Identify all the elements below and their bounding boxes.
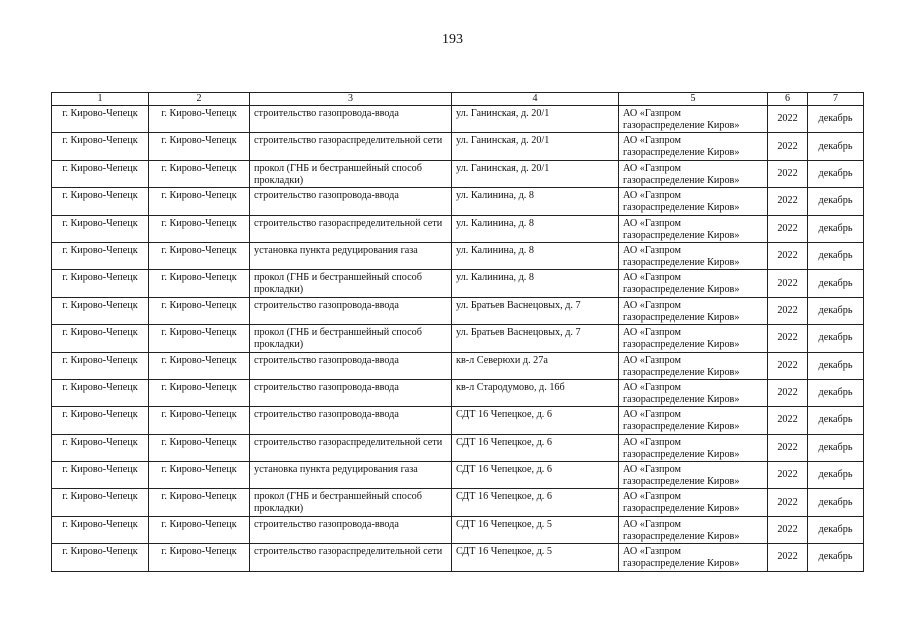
address-cell: СДТ 16 Чепецкое, д. 5 [452, 544, 619, 571]
settlement-cell: г. Кирово-Чепецк [149, 516, 250, 543]
municipality-cell: г. Кирово-Чепецк [52, 297, 149, 324]
settlement-cell: г. Кирово-Чепецк [149, 188, 250, 215]
work-type-cell: строительство газопровода-ввода [250, 379, 452, 406]
year-cell: 2022 [768, 544, 808, 571]
work-type-cell: строительство газопровода-ввода [250, 352, 452, 379]
work-type-cell: строительство газораспределительной сети [250, 544, 452, 571]
municipality-cell: г. Кирово-Чепецк [52, 215, 149, 242]
settlement-cell: г. Кирово-Чепецк [149, 379, 250, 406]
address-cell: СДТ 16 Чепецкое, д. 6 [452, 489, 619, 516]
year-cell: 2022 [768, 215, 808, 242]
work-type-cell: строительство газораспределительной сети [250, 215, 452, 242]
month-cell: декабрь [808, 544, 864, 571]
work-type-cell: прокол (ГНБ и бестраншейный способ прокладки) [250, 325, 452, 352]
organization-cell: АО «Газпром газораспределение Киров» [619, 242, 768, 269]
year-cell: 2022 [768, 188, 808, 215]
address-cell: ул. Калинина, д. 8 [452, 215, 619, 242]
month-cell: декабрь [808, 434, 864, 461]
address-cell: СДТ 16 Чепецкое, д. 5 [452, 516, 619, 543]
organization-cell: АО «Газпром газораспределение Киров» [619, 379, 768, 406]
municipality-cell: г. Кирово-Чепецк [52, 160, 149, 187]
work-type-cell: строительство газопровода-ввода [250, 106, 452, 133]
work-type-cell: строительство газопровода-ввода [250, 188, 452, 215]
address-cell: ул. Братьев Васнецовых, д. 7 [452, 297, 619, 324]
organization-cell: АО «Газпром газораспределение Киров» [619, 352, 768, 379]
settlement-cell: г. Кирово-Чепецк [149, 434, 250, 461]
month-cell: декабрь [808, 106, 864, 133]
month-cell: декабрь [808, 160, 864, 187]
work-type-cell: прокол (ГНБ и бестраншейный способ прокладки) [250, 160, 452, 187]
organization-cell: АО «Газпром газораспределение Киров» [619, 160, 768, 187]
year-cell: 2022 [768, 434, 808, 461]
column-number: 2 [149, 93, 250, 106]
settlement-cell: г. Кирово-Чепецк [149, 325, 250, 352]
month-cell: декабрь [808, 297, 864, 324]
municipality-cell: г. Кирово-Чепецк [52, 242, 149, 269]
month-cell: декабрь [808, 215, 864, 242]
settlement-cell: г. Кирово-Чепецк [149, 270, 250, 297]
table-row [52, 489, 864, 516]
settlement-cell: г. Кирово-Чепецк [149, 407, 250, 434]
organization-cell: АО «Газпром газораспределение Киров» [619, 215, 768, 242]
municipality-cell: г. Кирово-Чепецк [52, 270, 149, 297]
column-number: 5 [619, 93, 768, 106]
municipality-cell: г. Кирово-Чепецк [52, 407, 149, 434]
year-cell: 2022 [768, 462, 808, 489]
column-number: 6 [768, 93, 808, 106]
organization-cell: АО «Газпром газораспределение Киров» [619, 489, 768, 516]
month-cell: декабрь [808, 325, 864, 352]
municipality-cell: г. Кирово-Чепецк [52, 379, 149, 406]
address-cell: СДТ 16 Чепецкое, д. 6 [452, 434, 619, 461]
municipality-cell: г. Кирово-Чепецк [52, 462, 149, 489]
municipality-cell: г. Кирово-Чепецк [52, 325, 149, 352]
address-cell: ул. Братьев Васнецовых, д. 7 [452, 325, 619, 352]
address-cell: СДТ 16 Чепецкое, д. 6 [452, 407, 619, 434]
settlement-cell: г. Кирово-Чепецк [149, 133, 250, 160]
month-cell: декабрь [808, 188, 864, 215]
organization-cell: АО «Газпром газораспределение Киров» [619, 325, 768, 352]
table-row [52, 160, 864, 187]
table-row [52, 407, 864, 434]
table-row [52, 379, 864, 406]
settlement-cell: г. Кирово-Чепецк [149, 297, 250, 324]
work-schedule-table [51, 92, 864, 572]
work-type-cell: строительство газораспределительной сети [250, 133, 452, 160]
municipality-cell: г. Кирово-Чепецк [52, 106, 149, 133]
work-type-cell: строительство газопровода-ввода [250, 407, 452, 434]
table-row [52, 242, 864, 269]
address-cell: ул. Ганинская, д. 20/1 [452, 133, 619, 160]
work-type-cell: строительство газопровода-ввода [250, 297, 452, 324]
work-type-cell: установка пункта редуцирования газа [250, 242, 452, 269]
month-cell: декабрь [808, 516, 864, 543]
month-cell: декабрь [808, 379, 864, 406]
organization-cell: АО «Газпром газораспределение Киров» [619, 462, 768, 489]
address-cell: ул. Калинина, д. 8 [452, 242, 619, 269]
work-type-cell: прокол (ГНБ и бестраншейный способ прокладки) [250, 270, 452, 297]
column-number: 7 [808, 93, 864, 106]
table-row [52, 297, 864, 324]
organization-cell: АО «Газпром газораспределение Киров» [619, 297, 768, 324]
address-cell: ул. Ганинская, д. 20/1 [452, 160, 619, 187]
year-cell: 2022 [768, 133, 808, 160]
month-cell: декабрь [808, 242, 864, 269]
organization-cell: АО «Газпром газораспределение Киров» [619, 434, 768, 461]
work-type-cell: строительство газопровода-ввода [250, 516, 452, 543]
month-cell: декабрь [808, 270, 864, 297]
year-cell: 2022 [768, 489, 808, 516]
table-row [52, 188, 864, 215]
year-cell: 2022 [768, 106, 808, 133]
municipality-cell: г. Кирово-Чепецк [52, 188, 149, 215]
table-row [52, 352, 864, 379]
year-cell: 2022 [768, 516, 808, 543]
month-cell: декабрь [808, 133, 864, 160]
municipality-cell: г. Кирово-Чепецк [52, 352, 149, 379]
year-cell: 2022 [768, 407, 808, 434]
settlement-cell: г. Кирово-Чепецк [149, 544, 250, 571]
settlement-cell: г. Кирово-Чепецк [149, 215, 250, 242]
month-cell: декабрь [808, 462, 864, 489]
column-number-row [52, 93, 864, 106]
organization-cell: АО «Газпром газораспределение Киров» [619, 270, 768, 297]
address-cell: ул. Калинина, д. 8 [452, 188, 619, 215]
year-cell: 2022 [768, 160, 808, 187]
month-cell: декабрь [808, 489, 864, 516]
year-cell: 2022 [768, 297, 808, 324]
municipality-cell: г. Кирово-Чепецк [52, 544, 149, 571]
year-cell: 2022 [768, 270, 808, 297]
address-cell: ул. Калинина, д. 8 [452, 270, 619, 297]
year-cell: 2022 [768, 325, 808, 352]
municipality-cell: г. Кирово-Чепецк [52, 489, 149, 516]
table-row [52, 133, 864, 160]
table-row [52, 215, 864, 242]
municipality-cell: г. Кирово-Чепецк [52, 133, 149, 160]
settlement-cell: г. Кирово-Чепецк [149, 489, 250, 516]
table-row [52, 325, 864, 352]
table-row [52, 516, 864, 543]
table-row [52, 544, 864, 571]
organization-cell: АО «Газпром газораспределение Киров» [619, 106, 768, 133]
column-number: 4 [452, 93, 619, 106]
settlement-cell: г. Кирово-Чепецк [149, 106, 250, 133]
settlement-cell: г. Кирово-Чепецк [149, 242, 250, 269]
table-row [52, 462, 864, 489]
column-number: 3 [250, 93, 452, 106]
month-cell: декабрь [808, 352, 864, 379]
column-number: 1 [52, 93, 149, 106]
work-type-cell: установка пункта редуцирования газа [250, 462, 452, 489]
page-number: 193 [442, 32, 463, 47]
work-type-cell: строительство газораспределительной сети [250, 434, 452, 461]
address-cell: кв-л Стародумово, д. 16б [452, 379, 619, 406]
year-cell: 2022 [768, 379, 808, 406]
municipality-cell: г. Кирово-Чепецк [52, 434, 149, 461]
organization-cell: АО «Газпром газораспределение Киров» [619, 407, 768, 434]
organization-cell: АО «Газпром газораспределение Киров» [619, 188, 768, 215]
settlement-cell: г. Кирово-Чепецк [149, 462, 250, 489]
year-cell: 2022 [768, 242, 808, 269]
settlement-cell: г. Кирово-Чепецк [149, 352, 250, 379]
year-cell: 2022 [768, 352, 808, 379]
settlement-cell: г. Кирово-Чепецк [149, 160, 250, 187]
month-cell: декабрь [808, 407, 864, 434]
table-row [52, 106, 864, 133]
work-type-cell: прокол (ГНБ и бестраншейный способ прокладки) [250, 489, 452, 516]
table-row [52, 270, 864, 297]
municipality-cell: г. Кирово-Чепецк [52, 516, 149, 543]
table-row [52, 434, 864, 461]
address-cell: СДТ 16 Чепецкое, д. 6 [452, 462, 619, 489]
organization-cell: АО «Газпром газораспределение Киров» [619, 133, 768, 160]
organization-cell: АО «Газпром газораспределение Киров» [619, 544, 768, 571]
address-cell: кв-л Северюхи д. 27а [452, 352, 619, 379]
address-cell: ул. Ганинская, д. 20/1 [452, 106, 619, 133]
organization-cell: АО «Газпром газораспределение Киров» [619, 516, 768, 543]
